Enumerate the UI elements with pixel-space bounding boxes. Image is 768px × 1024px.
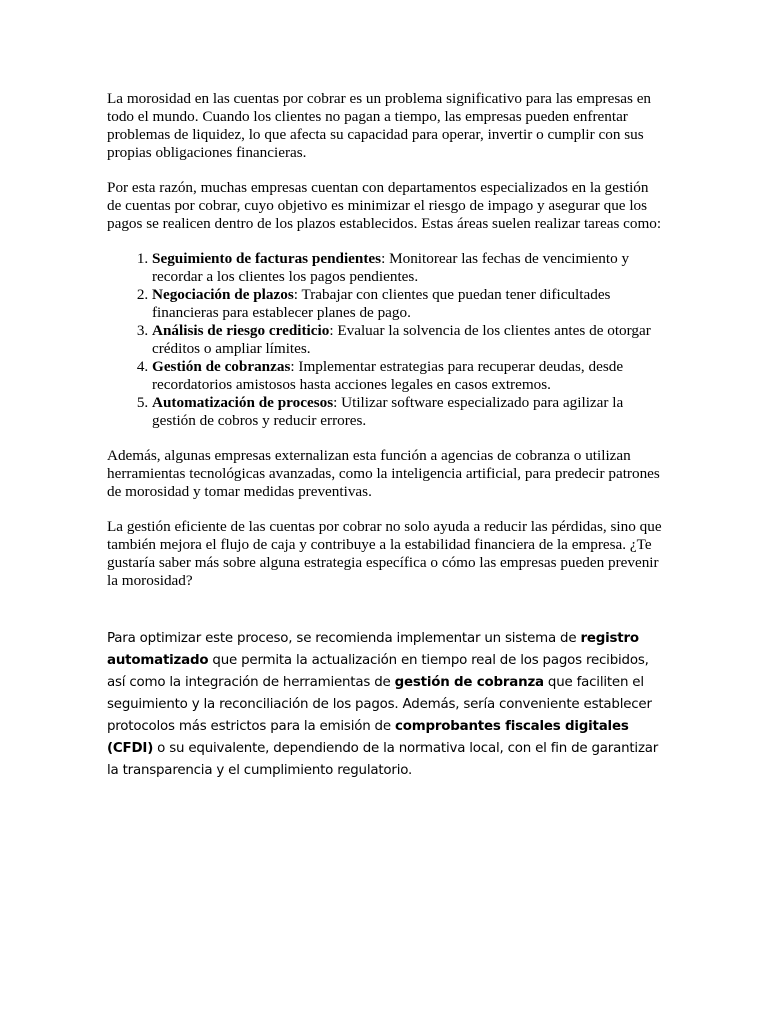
list-item-text: : Trabajar con clientes que puedan tener dificultades financieras para establecer planes de pago. [152, 286, 611, 321]
list-item [152, 250, 663, 286]
recommendation-text-3: que faciliten el seguimiento y la reconciliación de los pagos. Además, sería conveniente establecer protocolos más estrictos para la emisión de [107, 675, 652, 734]
body-text [107, 90, 663, 233]
list-item-title: Automatización de procesos [152, 394, 334, 411]
paragraph-recommendation [107, 628, 663, 782]
recommendation-text-2: que permita la actualización en tiempo real de los pagos recibidos, así como la integración de herramientas de [107, 653, 649, 690]
list-item-text: : Evaluar la solvencia de los clientes antes de otorgar créditos o ampliar límites. [152, 322, 651, 357]
paragraph-departments: Por esta razón, muchas empresas cuentan con departamentos especializados en la gestión de cuentas por cobrar, cuyo objetivo es minimizar el riesgo de impago y asegurar que los pagos se realicen dentro de los plazos establecidos. Estas áreas suelen realizar tareas como: [107, 179, 662, 232]
recommendation-text-4: o su equivalente, dependiendo de la normativa local, con el fin de garantizar la transparencia y el cumplimiento regulatorio. [107, 741, 659, 778]
body-text-continued [107, 447, 663, 590]
list-item [152, 322, 663, 358]
recommendation-bold-1: registro automatizado [107, 631, 639, 668]
list-item-title: Seguimiento de facturas pendientes [152, 250, 382, 267]
paragraph-intro: La morosidad en las cuentas por cobrar es un problema significativo para las empresas en todo el mundo. Cuando los clientes no pagan a tiempo, las empresas pueden enfrentar problemas de liquidez, lo que afecta su capacidad para operar, invertir o cumplir con sus propias obligaciones financieras. [107, 90, 652, 161]
paragraph-outsourcing: Además, algunas empresas externalizan esta función a agencias de cobranza o utilizan herramientas tecnológicas avanzadas, como la inteligencia artificial, para predecir patrones de morosidad y tomar medidas preventivas. [107, 447, 660, 500]
list-item-title: Negociación de plazos [152, 286, 294, 303]
list-item-text: : Utilizar software especializado para agilizar la gestión de cobros y reducir errores. [152, 394, 624, 429]
list-item [152, 286, 663, 322]
task-list [107, 250, 663, 430]
recommendation-section [107, 628, 663, 782]
recommendation-text-1: Para optimizar este proceso, se recomienda implementar un sistema de [107, 631, 581, 646]
list-item-text: : Monitorear las fechas de vencimiento y recordar a los clientes los pagos pendientes. [152, 250, 630, 285]
list-item-title: Gestión de cobranzas [152, 358, 291, 375]
list-item [152, 358, 663, 394]
document-page [107, 90, 663, 782]
recommendation-bold-2: gestión de cobranza [394, 675, 544, 690]
list-item [152, 394, 663, 430]
list-item-text: : Implementar estrategias para recuperar deudas, desde recordatorios amistosos hasta acciones legales en casos extremos. [152, 358, 624, 393]
list-item-title: Análisis de riesgo crediticio [152, 322, 330, 339]
paragraph-conclusion: La gestión eficiente de las cuentas por cobrar no solo ayuda a reducir las pérdidas, sino que también mejora el flujo de caja y contribuye a la estabilidad financiera de la empresa. ¿Te gustaría saber más sobre alguna estrategia específica o cómo las empresas pueden prevenir la morosidad? [107, 518, 662, 589]
recommendation-bold-3: comprobantes fiscales digitales (CFDI) [107, 719, 629, 756]
